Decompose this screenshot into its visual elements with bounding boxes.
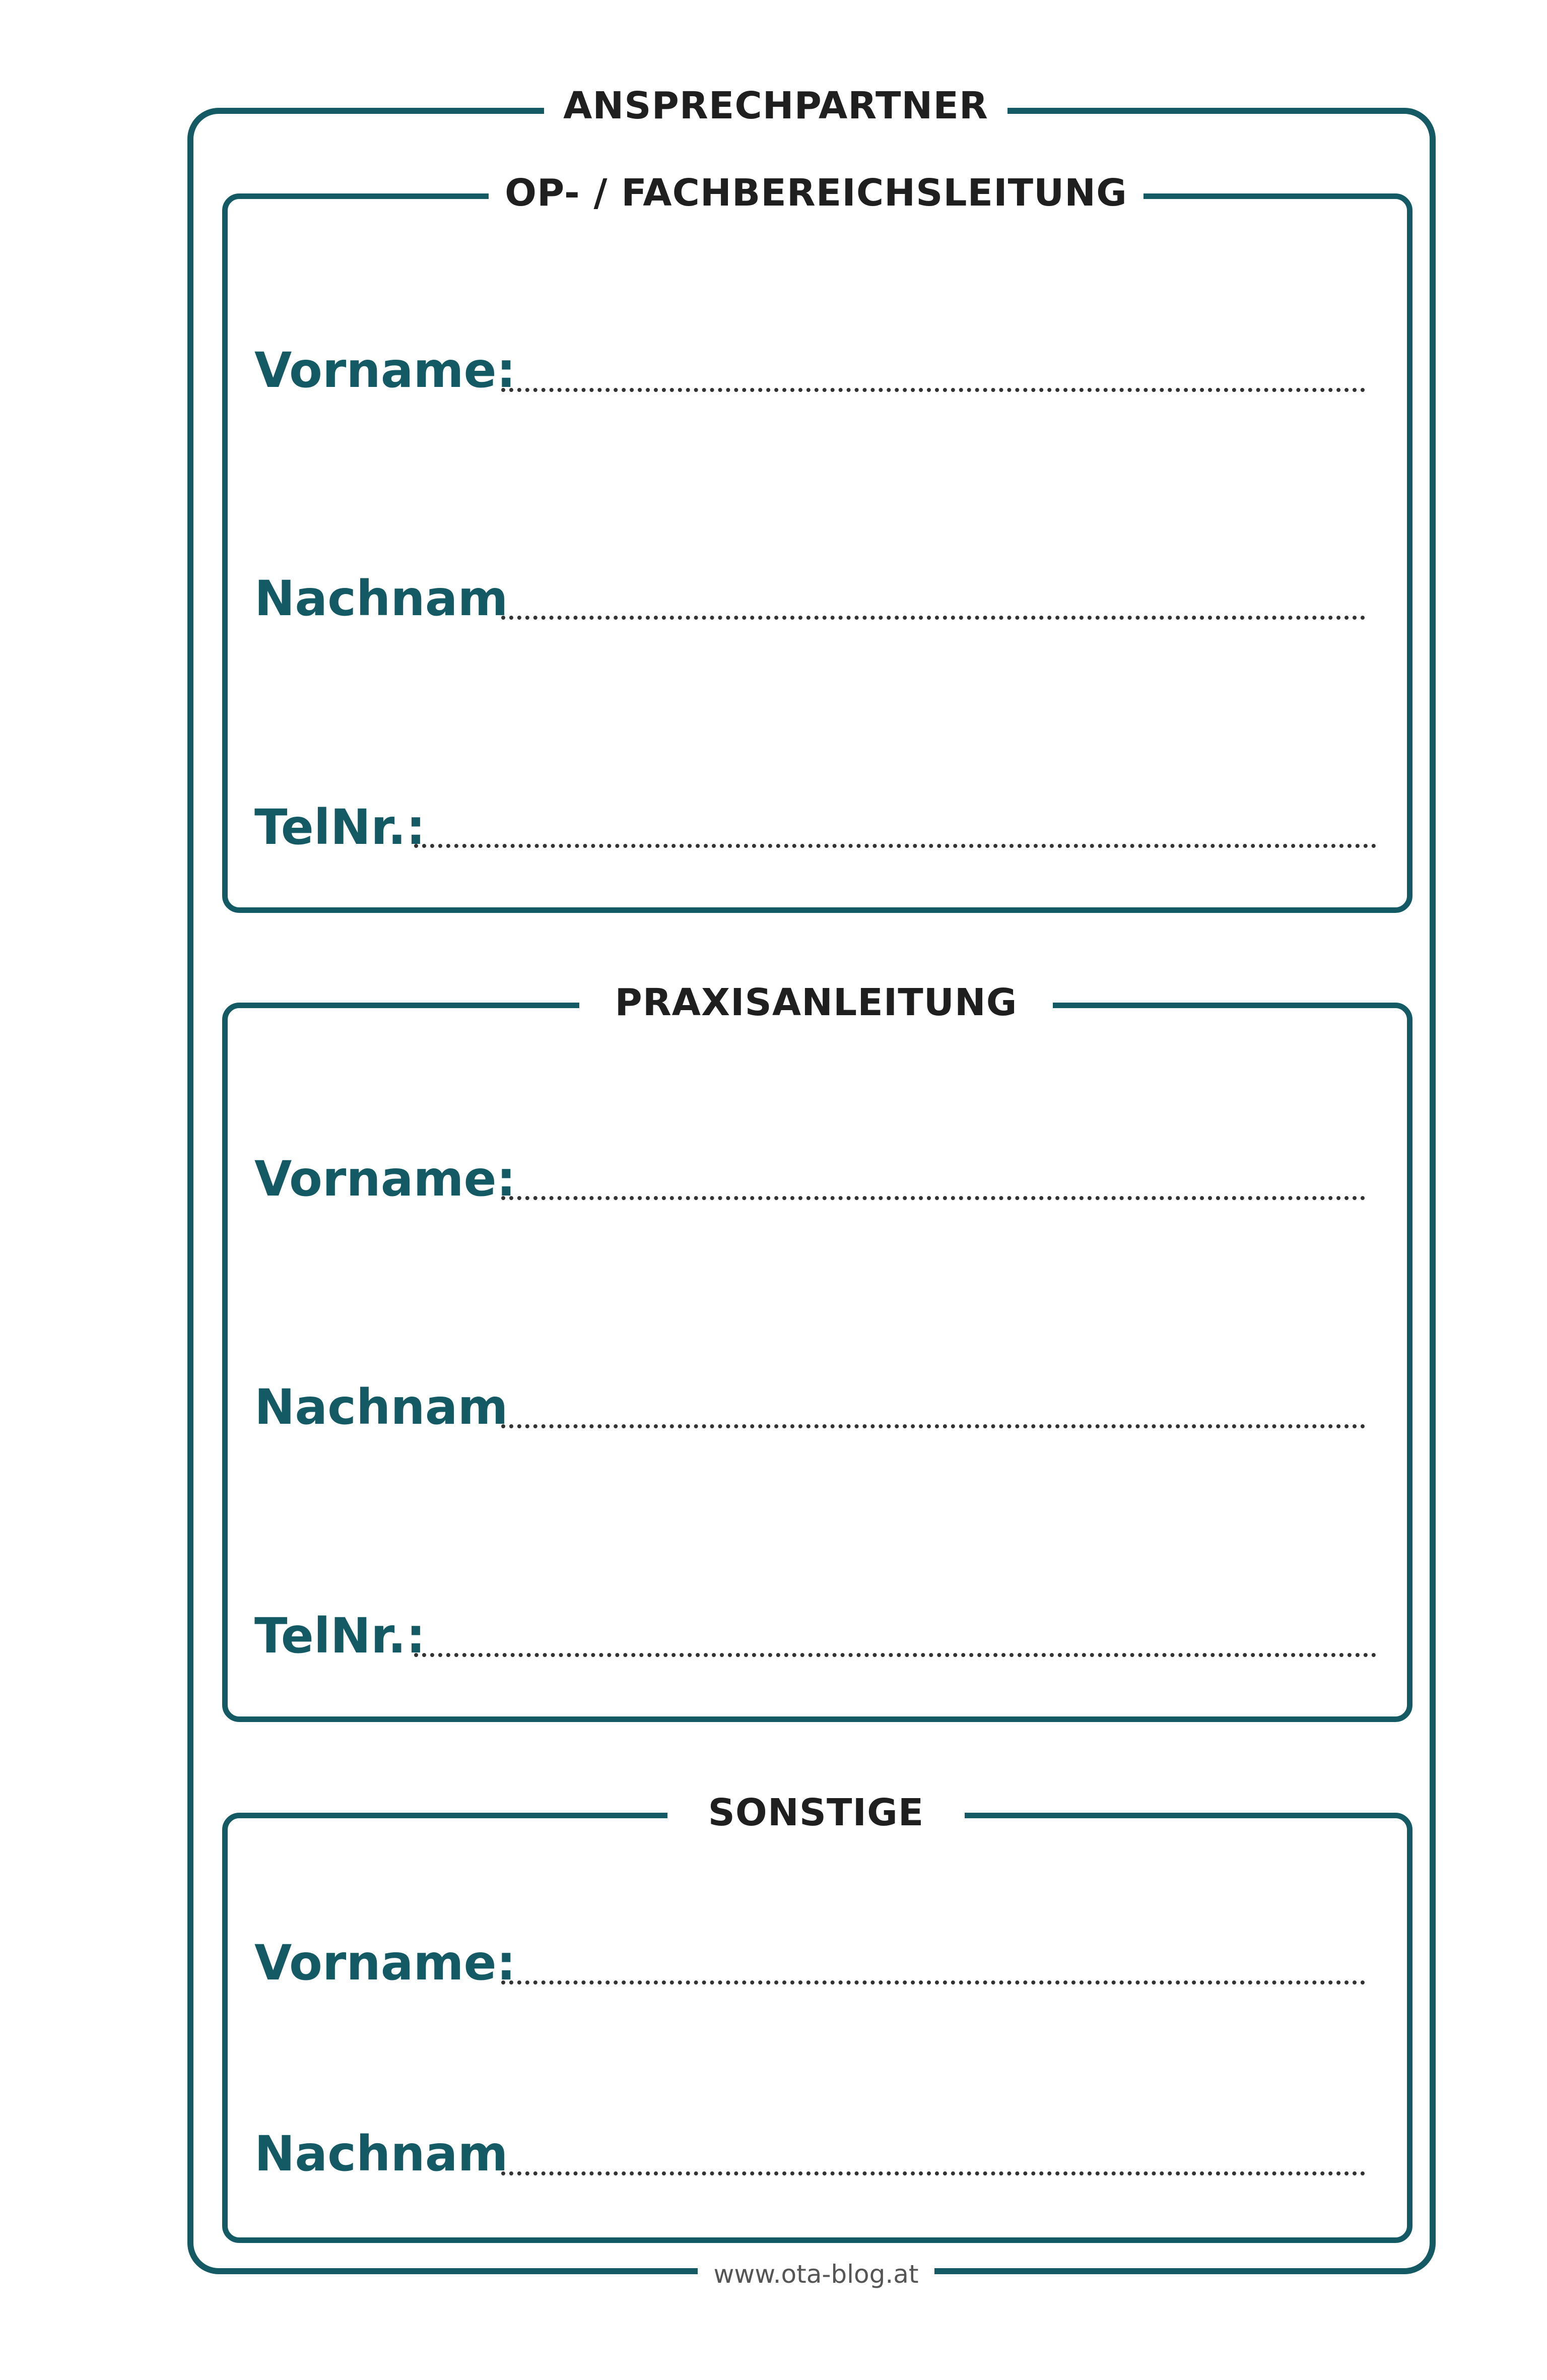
field-label-nachname: Nachnam	[254, 1379, 508, 1435]
section-heading: PRAXISANLEITUNG	[579, 977, 1053, 1028]
field-label-telnr: TelNr.:	[254, 1608, 426, 1664]
fill-line-telnr[interactable]	[414, 844, 1376, 848]
fill-line-nachname[interactable]	[501, 1424, 1365, 1428]
field-label-nachname: Nachnam	[254, 570, 508, 627]
field-label-vorname: Vorname:	[254, 1935, 516, 1991]
fill-line-vorname[interactable]	[501, 1980, 1365, 1985]
fill-line-telnr[interactable]	[414, 1653, 1376, 1657]
field-label-vorname: Vorname:	[254, 342, 516, 399]
field-label-telnr: TelNr.:	[254, 799, 426, 855]
fill-line-vorname[interactable]	[501, 1196, 1365, 1200]
section-heading: SONSTIGE	[667, 1788, 965, 1838]
fill-line-nachname[interactable]	[501, 2171, 1365, 2175]
card-title: ANSPRECHPARTNER	[544, 81, 1007, 131]
field-label-vorname: Vorname:	[254, 1151, 516, 1207]
fill-line-vorname[interactable]	[501, 388, 1365, 392]
field-label-nachname: Nachnam	[254, 2126, 508, 2182]
section-heading: OP- / FACHBEREICHSLEITUNG	[489, 168, 1144, 218]
footer-website: www.ota-blog.at	[698, 2255, 934, 2293]
fill-line-nachname[interactable]	[501, 616, 1365, 620]
